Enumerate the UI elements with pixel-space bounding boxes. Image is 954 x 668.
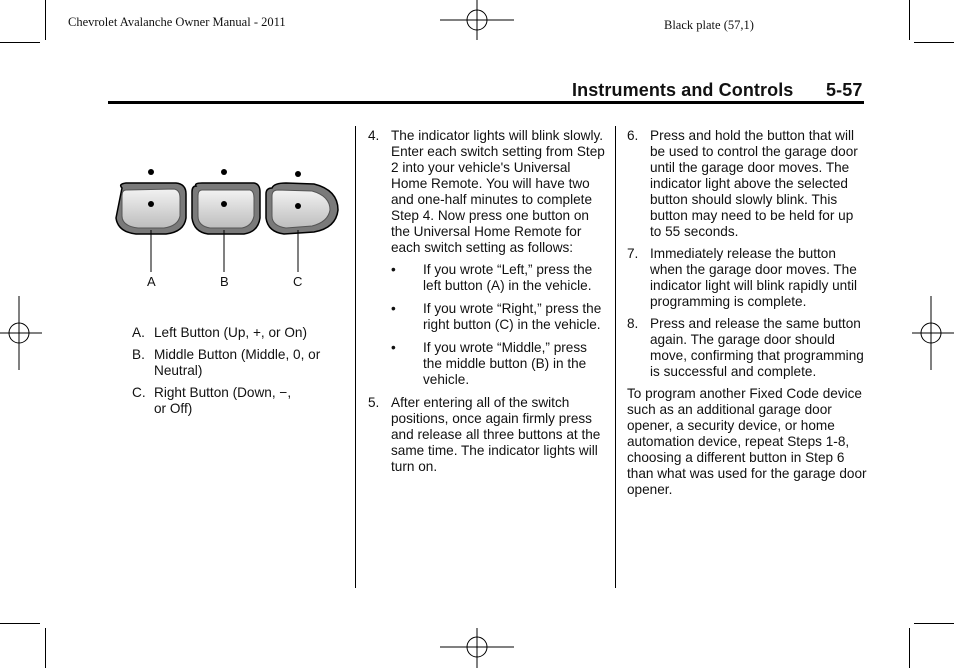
column-divider-2 bbox=[615, 126, 616, 588]
step-4 bbox=[368, 128, 608, 256]
manual-title: Chevrolet Avalanche Owner Manual - 2011 bbox=[68, 15, 286, 29]
figure-legend bbox=[132, 325, 342, 423]
step-number: 7. bbox=[627, 246, 639, 261]
button-b-shape bbox=[192, 183, 260, 234]
figure-label-b: B bbox=[220, 274, 229, 289]
section-title: Instruments and Controls bbox=[572, 80, 794, 100]
step-5 bbox=[368, 395, 608, 475]
bullet-mark: • bbox=[391, 301, 396, 316]
step-number: 6. bbox=[627, 128, 639, 143]
bullet-item bbox=[391, 340, 608, 388]
legend-text: Middle Button (Middle, 0, or Neutral) bbox=[154, 347, 321, 378]
step-text: The indicator lights will blink slowly. Enter each switch setting from Step 2 into your vehicle's Universal Home Remote. You will have two and one-half minutes to complete Step 4. Now press one button on the Universal Home Remote for each switch setting as follows: bbox=[391, 128, 605, 255]
step-8 bbox=[627, 316, 867, 380]
indicator-light-right bbox=[295, 171, 301, 177]
header-rule bbox=[108, 101, 864, 104]
legend-item-b bbox=[132, 347, 342, 379]
step-text: After entering all of the switch positions, once again firmly press and release all three buttons at the same time. The indicator lights will turn on. bbox=[391, 395, 601, 474]
bullet-item bbox=[391, 262, 608, 294]
registration-target-bottom bbox=[440, 628, 514, 668]
bullet-text: If you wrote “Left,” press the left button (A) in the vehicle. bbox=[423, 262, 593, 293]
registration-target-top bbox=[440, 0, 514, 42]
column-2 bbox=[368, 128, 608, 481]
bullet-mark: • bbox=[391, 340, 396, 355]
bullet-text: If you wrote “Right,” press the right button (C) in the vehicle. bbox=[423, 301, 602, 332]
bullet-item bbox=[391, 301, 608, 333]
legend-item-c bbox=[132, 385, 294, 417]
button-a-shape bbox=[116, 183, 186, 234]
legend-key: B. bbox=[132, 347, 145, 362]
indicator-light-middle bbox=[221, 169, 227, 175]
figure-label-c: C bbox=[293, 274, 303, 289]
legend-text: Right Button (Down, −, or Off) bbox=[154, 385, 292, 416]
button-c-shape bbox=[266, 183, 338, 234]
bullet-list bbox=[368, 262, 608, 388]
step-text: Immediately release the button when the garage door moves. The indicator light will blink rapidly until programming is complete. bbox=[650, 246, 858, 309]
legend-key: C. bbox=[132, 385, 146, 400]
indicator-light-left bbox=[148, 169, 154, 175]
step-number: 8. bbox=[627, 316, 639, 331]
figure-label-a: A bbox=[147, 274, 156, 289]
legend-key: A. bbox=[132, 325, 145, 340]
registration-target-right bbox=[912, 296, 954, 370]
closing-paragraph: To program another Fixed Code device such as an additional garage door opener, a security device, or home automation device, repeat Steps 1-8, choosing a different button in Step 6 than what was used for the garage door opener. bbox=[627, 386, 867, 497]
step-number: 5. bbox=[368, 395, 380, 410]
bullet-text: If you wrote “Middle,” press the middle button (B) in the vehicle. bbox=[423, 340, 587, 387]
step-text: Press and release the same button again. The garage door should move, confirming that programming is successful and complete. bbox=[650, 316, 864, 379]
step-7 bbox=[627, 246, 867, 310]
legend-text: Left Button (Up, +, or On) bbox=[154, 325, 308, 340]
step-text: Press and hold the button that will be used to control the garage door until the garage door moves. The indicator light above the selected button should slowly blink. This button may need to be held for up to 55 seconds. bbox=[650, 128, 858, 239]
column-divider-1 bbox=[355, 126, 356, 588]
page-number: 5-57 bbox=[826, 80, 863, 100]
step-number: 4. bbox=[368, 128, 380, 143]
step-6 bbox=[627, 128, 867, 240]
plate-info: Black plate (57,1) bbox=[664, 18, 754, 32]
column-3 bbox=[627, 128, 867, 498]
registration-target-left bbox=[0, 296, 42, 370]
bullet-mark: • bbox=[391, 262, 396, 277]
legend-item-a bbox=[132, 325, 342, 341]
